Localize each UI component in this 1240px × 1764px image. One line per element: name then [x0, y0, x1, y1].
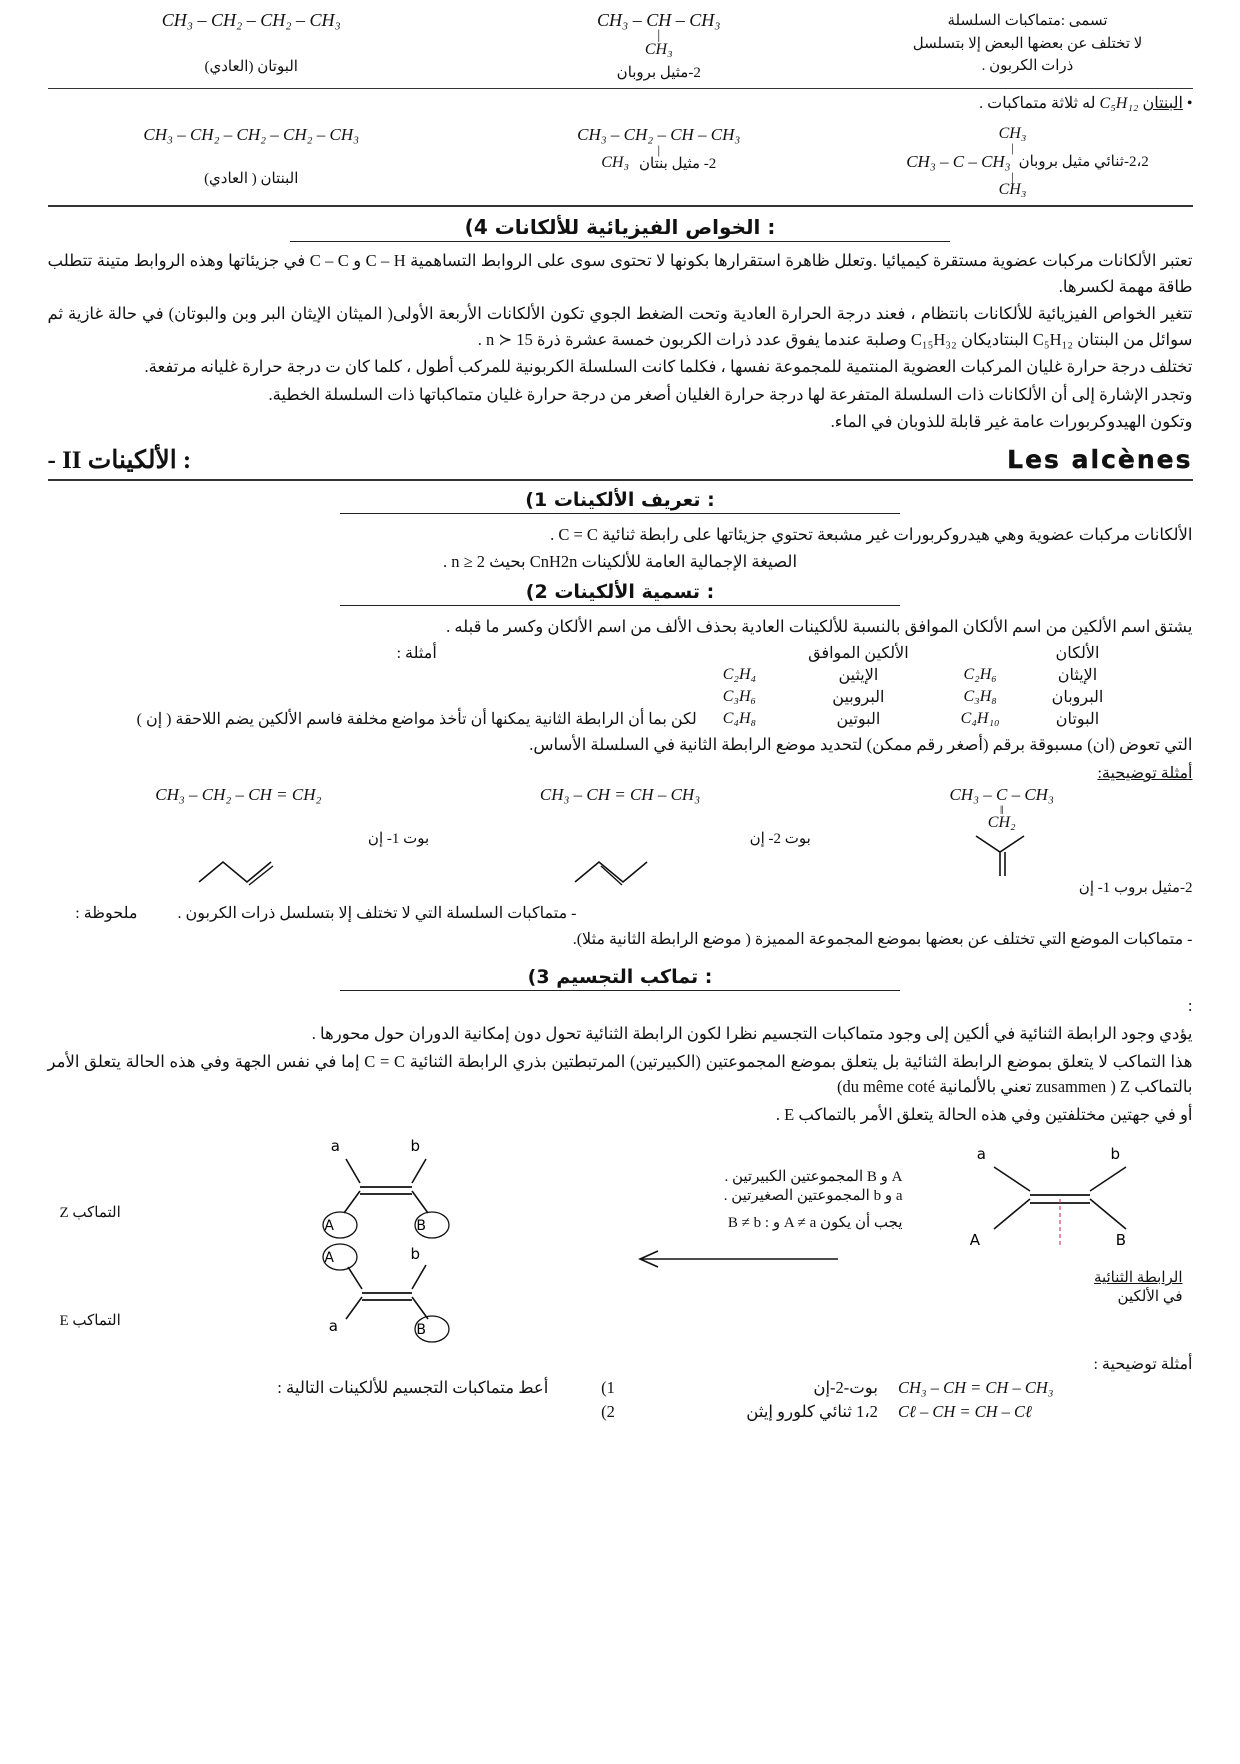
- note-line-2: لا تختلف عن بعضها البعض إلا بتسلسل: [912, 35, 1143, 52]
- bond-bar: |: [657, 28, 661, 43]
- divider-1: [48, 88, 1193, 89]
- mp-bond: |: [657, 141, 661, 157]
- alkene-name: البوتين: [836, 710, 881, 728]
- exercise-2-formula: Cℓ – CH = CH – Cℓ: [897, 1402, 1032, 1422]
- section-3-para-2: هذا التماكب لا يتعلق بموضع الرابطة الثنائية بل يتعلق بموضع المجموعتين (الكبيرتين) المرتبطتين بذري الرابطة الثنائية C = C إما في نفس الجهة وفي هذه الحالة يتعلق الأمر بالتماكب Z ( zusammen تعني بالألمانية du même coté): [47, 1051, 1193, 1097]
- butane-label: البوتان (العادي): [204, 59, 298, 75]
- section-3-para-3: أو في جهتين مختلفتين وفي هذه الحالة يتعلق الأمر بالتماكب E .: [775, 1104, 1193, 1124]
- svg-text:A: A: [323, 1218, 334, 1235]
- label-Z-isomer: التماكب Z: [59, 1205, 121, 1222]
- alkane-name: البروبان: [1051, 688, 1104, 706]
- pentane-name: البنتان: [1142, 94, 1183, 112]
- mp-formula: CH₃ – CH₂ – CH – CH₃: [577, 124, 741, 144]
- svg-text:b: b: [409, 1137, 420, 1156]
- methylpropane-formula: CH₃ – CH – CH₃: [596, 10, 721, 30]
- section-4-number: 4): [464, 214, 488, 239]
- dmp-top-branch: CH₃: [998, 124, 1027, 142]
- section-4-para-4: وتجدر الإشارة إلى أن الألكانات ذات السلسلة المتفرعة لها درجة حرارة الغليان أصغر من درجة حرارة غليان متماكباتها ذات السلسلة الخطية.: [268, 384, 1193, 404]
- bullet-dot: •: [1186, 94, 1193, 112]
- example-3: CH₃ – C – CH₃ ‖ CH₂ 2-مثيل بروب 1- إن: [811, 785, 1193, 897]
- example-3-formula: CH₃ – C – CH₃: [949, 785, 1054, 805]
- section-II-title-ar-group: [48, 445, 192, 475]
- generic-alkene-icon: [968, 1143, 1168, 1263]
- alkene-formula: C₃H₆: [722, 687, 757, 705]
- section-3-para-1: يؤدي وجود الرابطة الثنائية في ألكين إلى وجود متماكبات التجسيم نظرا لكون الرابطة الثنائية تحول دون إمكانية الدوران حول محورها .: [311, 1024, 1193, 1044]
- divider-3: [48, 479, 1193, 481]
- section-II-roman: II -: [47, 446, 82, 474]
- dmp-formula: CH₃ – C – CH₃: [906, 151, 1011, 171]
- isomer-top-row: [48, 10, 1193, 82]
- example-1: [47, 785, 429, 888]
- dmp-bond-top: |: [1011, 139, 1014, 155]
- divider-2: [48, 205, 1193, 207]
- pentane-isomers-row: [48, 125, 1193, 199]
- atom-a-top: a: [976, 1145, 986, 1164]
- pentane-bullet-line: [48, 93, 1193, 113]
- double-bond-caption-2: في الألكين: [1117, 1289, 1183, 1306]
- section-2-intro: يشتق اسم الألكين من اسم الألكان الموافق بالنسبة للألكينات العادية بحذف الألف من اسم الألكان وكسر ما قبله .: [446, 617, 1193, 637]
- methylpropane-label: 2-مثيل بروبان: [616, 64, 701, 81]
- section-2-note-2: التي تعوض (ان) مسبوقة برقم (أصغر رقم ممكن) لتحديد موضع الرابطة الثانية في السلسلة الأساس.: [529, 734, 1193, 754]
- stereochemistry-diagram: [48, 1133, 1193, 1348]
- section-4-para-5: وتكون الهيدوكربورات عامة غير قابلة للذوبان في الماء.: [830, 412, 1193, 432]
- example-2-formula: CH₃ – CH = CH – CH₃: [539, 785, 701, 805]
- methylpropane-cell: [455, 10, 863, 82]
- section-1-number: 1): [525, 488, 548, 511]
- dmp-bond-bottom: |: [1011, 168, 1014, 184]
- alkane-name: الإيثان: [1057, 666, 1098, 684]
- note-line-1: تسمى :متماكبات السلسلة: [947, 13, 1108, 29]
- label-E-isomer: التماكب E: [59, 1313, 121, 1330]
- alkene-examples-row: [48, 785, 1193, 897]
- alkene-formula: C₂H₄: [722, 665, 757, 683]
- atom-B-bottom: B: [1115, 1231, 1126, 1250]
- alkane-formula: C₃H₈: [963, 687, 997, 705]
- document-page: [0, 10, 1240, 1764]
- alkene-formula: C₄H₈: [722, 709, 757, 727]
- section-II-title: [48, 445, 1193, 475]
- header-alkane-formula: [935, 642, 1026, 664]
- mp-branch: CH₃: [601, 154, 630, 172]
- section-II-title-ar: الألكينات: [87, 446, 177, 474]
- atom-A-bottom: A: [969, 1231, 980, 1250]
- legend-line-2: a و b المجموعتين الصغيرتين .: [723, 1188, 903, 1205]
- table-row: [111, 686, 1130, 708]
- arrow-left-icon: [628, 1246, 848, 1272]
- example-3-branch: CH₂: [987, 814, 1016, 832]
- butane-formula: CH₃ – CH₂ – CH₂ – CH₃: [161, 10, 341, 30]
- skeleton-icon-3: [962, 832, 1042, 878]
- skeleton-icon-1: [183, 854, 293, 888]
- methylpropane-branch: CH₃: [644, 40, 673, 58]
- skeleton-icon-2: [565, 854, 675, 888]
- svg-text:A: A: [323, 1250, 334, 1267]
- example-2-label: بوت 2- إن: [749, 831, 811, 848]
- section-1-line-1: الألكانات مركبات عضوية وهي هيدروكربورات غير مشبعة تحتوي جزيئاتها على رابطة ثنائية C = C .: [550, 524, 1193, 544]
- section-4-title: الخواص الفيزيائية للألكانات: [494, 214, 761, 239]
- alkane-name: البوتان: [1055, 710, 1100, 728]
- remark-row-1: [48, 901, 1193, 927]
- exercise-intro: أعط متماكبات التجسيم للألكينات التالية :: [277, 1378, 549, 1398]
- generic-alkene-group: [953, 1143, 1183, 1306]
- section-3-colon: :: [704, 966, 713, 989]
- section-II-title-fr: Les alcènes: [1007, 445, 1193, 475]
- ZE-isomers-icon: [208, 1133, 508, 1348]
- section-3-examples-label: أمثلة توضيحية :: [1093, 1356, 1193, 1374]
- section-2-note-1: لكن بما أن الرابطة الثانية يمكنها أن تأخذ مواضع مخلفة فاسم الألكين يضم اللاحقة ( إن ): [136, 710, 697, 728]
- exercise-1-name: بوت-2-إن: [813, 1378, 878, 1398]
- atom-b-top: b: [1109, 1145, 1120, 1164]
- chain-isomer-note: [863, 10, 1193, 78]
- table-header-row: [111, 642, 1130, 664]
- svg-text:B: B: [415, 1322, 426, 1339]
- alkene-name: البروبين: [832, 688, 885, 706]
- alkane-formula: C₂H₆: [963, 665, 997, 683]
- diagram-legend: [573, 1167, 903, 1277]
- exercise-2-num: 2): [601, 1402, 615, 1422]
- svg-text:a: a: [330, 1137, 340, 1156]
- alkane-alkene-table: [111, 642, 1130, 730]
- exercise-1-formula: CH₃ – CH = CH – CH₃: [897, 1378, 1054, 1398]
- exercise-1-num: 1): [601, 1378, 615, 1398]
- section-4-para-2: تتغير الخواص الفيزيائية للألكانات بانتظام ، فعند درجة الحرارة العادية وتحت الضغط الجوي تكون الألكانات الأربعة الأولى( الميثان الإيثان البر وبن والبوتان) في حالة غازية ثم سوائل من البنتان C₅H₁₂ البنتاديكان C₁₅H₃₂ وصلبة عندما يفوق عدد ذرات الكربون خمسة عشرة ذرة 15 ≺ n .: [47, 304, 1193, 349]
- section-II-colon: :: [182, 446, 192, 474]
- section-3-heading: [340, 966, 900, 991]
- alkane-formula: C₄H₁₀: [960, 709, 1000, 727]
- section-1-colon: :: [707, 488, 715, 511]
- dimethylpropane-cell: [863, 125, 1193, 199]
- example-3-label: 2-مثيل بروب 1- إن: [1078, 880, 1193, 897]
- section-2-colon: :: [706, 581, 715, 604]
- section-1-title: تعريف الألكينات: [553, 488, 701, 511]
- section-1-heading: [340, 489, 900, 514]
- dmp-label: 2،2-ثنائي مثيل بروبان: [1018, 154, 1149, 171]
- example-1-label: بوت 1- إن: [367, 831, 430, 848]
- section-2-title: تسمية الألكينات: [554, 581, 700, 604]
- butane-cell: [48, 10, 456, 76]
- exercise-table: [48, 1376, 1193, 1424]
- exercise-row: [48, 1400, 1193, 1424]
- section-2-examples-label: أمثلة توضيحية:: [1097, 765, 1193, 783]
- alkene-name: الإيثين: [838, 666, 879, 684]
- svg-text:B: B: [415, 1218, 426, 1235]
- pentane-formula: C₅H₁₂: [1099, 94, 1139, 112]
- npentane-cell: [48, 125, 456, 188]
- header-alkene: الألكين الموافق: [808, 644, 909, 662]
- table-row: [111, 664, 1130, 686]
- mp-label: 2- مثيل بنتان: [639, 155, 717, 172]
- svg-text:b: b: [409, 1245, 420, 1264]
- section-3-number: 3): [527, 966, 550, 989]
- section-2-number: 2): [525, 581, 548, 604]
- examples-title: أمثلة :: [396, 644, 437, 662]
- section-3-colon-right: :: [1187, 996, 1193, 1016]
- section-4-underline: [290, 241, 950, 242]
- remark-1: - متماكبات السلسلة التي لا تختلف إلا بتسلسل ذرات الكربون .: [177, 905, 577, 923]
- legend-line-3: يجب أن يكون A ≠ a و : B ≠ b: [727, 1215, 903, 1232]
- legend-line-1: A و B المجموعتين الكبيرتين .: [724, 1169, 903, 1186]
- table-row: [111, 708, 1130, 730]
- section-4-colon: :: [767, 214, 776, 239]
- pentane-text: له ثلاثة متماكبات .: [979, 94, 1096, 112]
- header-alkane: الألكان: [1055, 644, 1100, 662]
- section-4-para-1: تعتبر الألكانات مركبات عضوية مستقرة كيميائيا .وتعلل ظاهرة استقرارها بكونها لا تحتوى سوى على الروابط التساهمية C – H و C – C في جزيئاتها وهذه الروابط متينة تتطلب طاقة مهمة لكسرها.: [47, 250, 1193, 296]
- double-bond-caption-1: الرابطة الثنائية: [1093, 1270, 1183, 1287]
- npentane-label: البنتان ( العادي): [204, 170, 299, 187]
- note-line-3: ذرات الكربون .: [981, 58, 1074, 74]
- section-2-heading: [340, 581, 900, 606]
- section-2-remarks: [48, 901, 1193, 952]
- example-2: [429, 785, 811, 888]
- npentane-formula: CH₃ – CH₂ – CH₂ – CH₂ – CH₃: [143, 124, 360, 144]
- section-3-title: تماكب التجسيم: [556, 966, 699, 989]
- ZE-isomers-group: [59, 1133, 508, 1353]
- exercise-2-name: 1،2 ثنائي كلورو إيثن: [746, 1402, 878, 1422]
- exercise-row: [48, 1376, 1193, 1400]
- header-alkene-formula: [697, 642, 782, 664]
- remark-2: - متماكبات الموضع التي تختلف عن بعضها بموضع المجموعة المميزة ( موضع الرابطة الثانية مثلا).: [572, 930, 1193, 948]
- svg-text:a: a: [328, 1317, 338, 1336]
- section-4-heading: [48, 215, 1193, 239]
- section-1-line-2: الصيغة الإجمالية العامة للألكينات CnH2n بحيث n ≥ 2 .: [442, 552, 798, 572]
- example-1-formula: CH₃ – CH₂ – CH = CH₂: [155, 785, 322, 805]
- methylpentane-cell: [455, 125, 863, 173]
- section-4-para-3: تختلف درجة حرارة غليان المركبات العضوية المنتمية للمجموعة نفسها ، فكلما كانت السلسلة الكربونية للمركب أطول ، كلما كان ت درجة حرارة غليانه مرتفعة.: [144, 357, 1193, 377]
- dmp-bottom-branch: CH₃: [998, 180, 1027, 198]
- remark-label: ملحوظة :: [75, 905, 138, 923]
